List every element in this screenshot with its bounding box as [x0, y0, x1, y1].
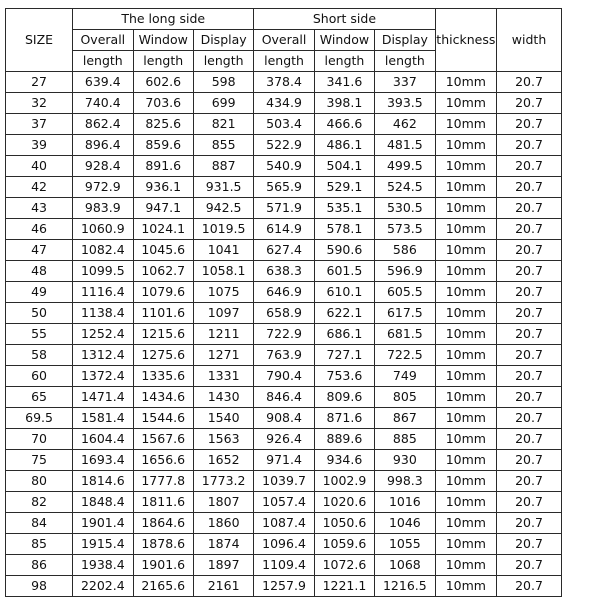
cell-width: 20.7 [497, 471, 562, 492]
cell-long-overall: 639.4 [73, 72, 133, 93]
cell-short-window: 341.6 [314, 72, 374, 93]
cell-long-overall: 1604.4 [73, 429, 133, 450]
cell-thickness: 10mm [435, 72, 497, 93]
cell-long-overall: 1082.4 [73, 240, 133, 261]
cell-short-window: 398.1 [314, 93, 374, 114]
table-row [6, 93, 562, 114]
cell-long-display: 855 [193, 135, 253, 156]
table-row [6, 576, 562, 597]
cell-long-display: 1430 [193, 387, 253, 408]
cell-short-display: 998.3 [375, 471, 435, 492]
cell-short-display: 1216.5 [375, 576, 435, 597]
cell-short-overall: 503.4 [254, 114, 314, 135]
cell-short-display: 524.5 [375, 177, 435, 198]
cell-thickness: 10mm [435, 303, 497, 324]
cell-width: 20.7 [497, 93, 562, 114]
header-short-overall: Overall [254, 30, 314, 51]
table-row [6, 261, 562, 282]
cell-long-overall: 1138.4 [73, 303, 133, 324]
table-row [6, 72, 562, 93]
cell-thickness: 10mm [435, 135, 497, 156]
cell-thickness: 10mm [435, 177, 497, 198]
cell-long-overall: 1312.4 [73, 345, 133, 366]
cell-short-display: 749 [375, 366, 435, 387]
cell-short-overall: 522.9 [254, 135, 314, 156]
cell-long-overall: 1814.6 [73, 471, 133, 492]
cell-short-window: 727.1 [314, 345, 374, 366]
cell-long-window: 1864.6 [133, 513, 193, 534]
header-long-window: Window [133, 30, 193, 51]
cell-short-window: 535.1 [314, 198, 374, 219]
cell-size: 84 [6, 513, 73, 534]
cell-long-display: 821 [193, 114, 253, 135]
cell-long-display: 1019.5 [193, 219, 253, 240]
cell-long-display: 1874 [193, 534, 253, 555]
table-row [6, 219, 562, 240]
cell-long-overall: 1581.4 [73, 408, 133, 429]
cell-short-window: 871.6 [314, 408, 374, 429]
cell-short-display: 1016 [375, 492, 435, 513]
cell-thickness: 10mm [435, 471, 497, 492]
cell-short-overall: 722.9 [254, 324, 314, 345]
cell-long-display: 1540 [193, 408, 253, 429]
cell-size: 82 [6, 492, 73, 513]
header-long-display: Display [193, 30, 253, 51]
table-row [6, 114, 562, 135]
table-row [6, 198, 562, 219]
cell-long-overall: 1060.9 [73, 219, 133, 240]
header-short-side: Short side [254, 9, 435, 30]
cell-short-display: 573.5 [375, 219, 435, 240]
cell-thickness: 10mm [435, 261, 497, 282]
cell-short-display: 337 [375, 72, 435, 93]
cell-short-window: 1059.6 [314, 534, 374, 555]
cell-size: 65 [6, 387, 73, 408]
cell-short-overall: 926.4 [254, 429, 314, 450]
cell-long-overall: 1915.4 [73, 534, 133, 555]
cell-width: 20.7 [497, 492, 562, 513]
table-row [6, 324, 562, 345]
cell-short-window: 1072.6 [314, 555, 374, 576]
cell-size: 80 [6, 471, 73, 492]
cell-size: 48 [6, 261, 73, 282]
cell-size: 42 [6, 177, 73, 198]
cell-long-overall: 1116.4 [73, 282, 133, 303]
cell-size: 69.5 [6, 408, 73, 429]
cell-width: 20.7 [497, 345, 562, 366]
cell-short-window: 753.6 [314, 366, 374, 387]
cell-short-window: 578.1 [314, 219, 374, 240]
cell-long-window: 1275.6 [133, 345, 193, 366]
cell-short-display: 530.5 [375, 198, 435, 219]
cell-long-overall: 896.4 [73, 135, 133, 156]
header-long-overall-length: length [73, 51, 133, 72]
header-short-window: Window [314, 30, 374, 51]
cell-size: 86 [6, 555, 73, 576]
cell-width: 20.7 [497, 156, 562, 177]
cell-short-window: 1002.9 [314, 471, 374, 492]
cell-short-display: 681.5 [375, 324, 435, 345]
cell-size: 39 [6, 135, 73, 156]
cell-long-display: 1058.1 [193, 261, 253, 282]
cell-long-overall: 740.4 [73, 93, 133, 114]
cell-long-display: 1211 [193, 324, 253, 345]
cell-thickness: 10mm [435, 219, 497, 240]
cell-short-window: 590.6 [314, 240, 374, 261]
cell-short-display: 1055 [375, 534, 435, 555]
cell-long-display: 1331 [193, 366, 253, 387]
cell-size: 75 [6, 450, 73, 471]
cell-long-display: 1271 [193, 345, 253, 366]
header-long-display-length: length [193, 51, 253, 72]
table-row [6, 408, 562, 429]
cell-long-display: 1041 [193, 240, 253, 261]
cell-long-display: 1897 [193, 555, 253, 576]
cell-long-overall: 862.4 [73, 114, 133, 135]
cell-long-overall: 1901.4 [73, 513, 133, 534]
cell-short-overall: 540.9 [254, 156, 314, 177]
header-thickness: thickness [435, 9, 497, 72]
cell-short-window: 466.6 [314, 114, 374, 135]
cell-width: 20.7 [497, 513, 562, 534]
cell-short-overall: 1039.7 [254, 471, 314, 492]
cell-width: 20.7 [497, 387, 562, 408]
cell-short-display: 596.9 [375, 261, 435, 282]
cell-short-overall: 1087.4 [254, 513, 314, 534]
cell-long-window: 602.6 [133, 72, 193, 93]
cell-thickness: 10mm [435, 408, 497, 429]
cell-short-window: 1020.6 [314, 492, 374, 513]
cell-short-display: 1068 [375, 555, 435, 576]
cell-short-overall: 971.4 [254, 450, 314, 471]
cell-long-window: 1777.8 [133, 471, 193, 492]
cell-short-overall: 1109.4 [254, 555, 314, 576]
cell-short-overall: 434.9 [254, 93, 314, 114]
cell-long-window: 1045.6 [133, 240, 193, 261]
cell-thickness: 10mm [435, 198, 497, 219]
cell-width: 20.7 [497, 366, 562, 387]
cell-short-overall: 565.9 [254, 177, 314, 198]
cell-long-window: 1101.6 [133, 303, 193, 324]
cell-size: 98 [6, 576, 73, 597]
cell-long-window: 1434.6 [133, 387, 193, 408]
cell-thickness: 10mm [435, 114, 497, 135]
cell-width: 20.7 [497, 576, 562, 597]
cell-thickness: 10mm [435, 429, 497, 450]
table-row [6, 534, 562, 555]
cell-size: 49 [6, 282, 73, 303]
cell-short-overall: 908.4 [254, 408, 314, 429]
cell-short-display: 930 [375, 450, 435, 471]
table-row [6, 429, 562, 450]
cell-short-overall: 1057.4 [254, 492, 314, 513]
header-short-display-length: length [375, 51, 435, 72]
cell-width: 20.7 [497, 408, 562, 429]
cell-short-overall: 378.4 [254, 72, 314, 93]
cell-long-window: 1215.6 [133, 324, 193, 345]
cell-long-overall: 1471.4 [73, 387, 133, 408]
header-short-overall-length: length [254, 51, 314, 72]
cell-short-overall: 614.9 [254, 219, 314, 240]
cell-long-overall: 928.4 [73, 156, 133, 177]
cell-long-display: 1652 [193, 450, 253, 471]
cell-thickness: 10mm [435, 492, 497, 513]
cell-size: 37 [6, 114, 73, 135]
header-row-1 [6, 9, 562, 30]
table-row [6, 555, 562, 576]
cell-short-overall: 571.9 [254, 198, 314, 219]
cell-size: 40 [6, 156, 73, 177]
cell-long-display: 1563 [193, 429, 253, 450]
cell-long-window: 703.6 [133, 93, 193, 114]
cell-long-window: 1079.6 [133, 282, 193, 303]
cell-size: 46 [6, 219, 73, 240]
cell-width: 20.7 [497, 135, 562, 156]
table-row [6, 345, 562, 366]
cell-short-overall: 638.3 [254, 261, 314, 282]
table-row [6, 366, 562, 387]
header-size: SIZE [6, 9, 73, 72]
header-long-overall: Overall [73, 30, 133, 51]
cell-short-display: 393.5 [375, 93, 435, 114]
cell-short-window: 1221.1 [314, 576, 374, 597]
table-row [6, 303, 562, 324]
cell-short-overall: 627.4 [254, 240, 314, 261]
cell-long-display: 1773.2 [193, 471, 253, 492]
cell-short-display: 867 [375, 408, 435, 429]
cell-thickness: 10mm [435, 576, 497, 597]
cell-width: 20.7 [497, 177, 562, 198]
table-body [6, 72, 562, 597]
cell-long-window: 2165.6 [133, 576, 193, 597]
table-row [6, 135, 562, 156]
cell-width: 20.7 [497, 240, 562, 261]
cell-long-window: 891.6 [133, 156, 193, 177]
cell-width: 20.7 [497, 198, 562, 219]
cell-short-overall: 1096.4 [254, 534, 314, 555]
cell-thickness: 10mm [435, 555, 497, 576]
cell-thickness: 10mm [435, 324, 497, 345]
cell-thickness: 10mm [435, 513, 497, 534]
cell-short-display: 1046 [375, 513, 435, 534]
cell-long-display: 1807 [193, 492, 253, 513]
cell-thickness: 10mm [435, 387, 497, 408]
cell-short-overall: 846.4 [254, 387, 314, 408]
cell-width: 20.7 [497, 429, 562, 450]
cell-short-display: 481.5 [375, 135, 435, 156]
table-row [6, 177, 562, 198]
cell-long-window: 947.1 [133, 198, 193, 219]
cell-long-overall: 1848.4 [73, 492, 133, 513]
cell-size: 55 [6, 324, 73, 345]
cell-long-display: 699 [193, 93, 253, 114]
cell-long-overall: 1252.4 [73, 324, 133, 345]
table-row [6, 471, 562, 492]
cell-width: 20.7 [497, 72, 562, 93]
cell-long-window: 1544.6 [133, 408, 193, 429]
cell-short-display: 617.5 [375, 303, 435, 324]
cell-short-window: 934.6 [314, 450, 374, 471]
header-long-window-length: length [133, 51, 193, 72]
cell-short-display: 722.5 [375, 345, 435, 366]
cell-thickness: 10mm [435, 93, 497, 114]
cell-long-window: 1811.6 [133, 492, 193, 513]
cell-short-window: 1050.6 [314, 513, 374, 534]
cell-long-display: 598 [193, 72, 253, 93]
cell-size: 58 [6, 345, 73, 366]
cell-width: 20.7 [497, 555, 562, 576]
cell-thickness: 10mm [435, 366, 497, 387]
cell-thickness: 10mm [435, 282, 497, 303]
cell-thickness: 10mm [435, 450, 497, 471]
cell-long-overall: 1938.4 [73, 555, 133, 576]
cell-long-window: 1656.6 [133, 450, 193, 471]
cell-long-window: 1878.6 [133, 534, 193, 555]
table-row [6, 282, 562, 303]
table-row [6, 387, 562, 408]
cell-short-window: 486.1 [314, 135, 374, 156]
cell-long-overall: 1372.4 [73, 366, 133, 387]
cell-long-window: 1335.6 [133, 366, 193, 387]
cell-width: 20.7 [497, 114, 562, 135]
cell-short-display: 805 [375, 387, 435, 408]
table-row [6, 240, 562, 261]
cell-width: 20.7 [497, 282, 562, 303]
cell-size: 27 [6, 72, 73, 93]
cell-short-overall: 763.9 [254, 345, 314, 366]
cell-long-overall: 2202.4 [73, 576, 133, 597]
cell-short-display: 586 [375, 240, 435, 261]
cell-long-window: 825.6 [133, 114, 193, 135]
table-row [6, 492, 562, 513]
cell-thickness: 10mm [435, 345, 497, 366]
header-width: width [497, 9, 562, 72]
cell-short-window: 601.5 [314, 261, 374, 282]
cell-thickness: 10mm [435, 156, 497, 177]
cell-short-overall: 646.9 [254, 282, 314, 303]
cell-long-display: 1097 [193, 303, 253, 324]
cell-long-display: 1860 [193, 513, 253, 534]
cell-short-overall: 1257.9 [254, 576, 314, 597]
cell-width: 20.7 [497, 261, 562, 282]
cell-width: 20.7 [497, 219, 562, 240]
cell-long-window: 859.6 [133, 135, 193, 156]
cell-long-display: 931.5 [193, 177, 253, 198]
table-row [6, 450, 562, 471]
cell-long-overall: 1693.4 [73, 450, 133, 471]
cell-long-window: 1567.6 [133, 429, 193, 450]
cell-long-window: 1024.1 [133, 219, 193, 240]
cell-size: 32 [6, 93, 73, 114]
cell-long-overall: 1099.5 [73, 261, 133, 282]
header-long-side: The long side [73, 9, 254, 30]
cell-width: 20.7 [497, 303, 562, 324]
size-table [5, 8, 562, 597]
cell-long-display: 887 [193, 156, 253, 177]
cell-size: 43 [6, 198, 73, 219]
cell-short-display: 462 [375, 114, 435, 135]
cell-long-display: 2161 [193, 576, 253, 597]
cell-long-window: 1062.7 [133, 261, 193, 282]
cell-long-overall: 972.9 [73, 177, 133, 198]
cell-size: 70 [6, 429, 73, 450]
cell-size: 60 [6, 366, 73, 387]
cell-width: 20.7 [497, 450, 562, 471]
cell-short-overall: 658.9 [254, 303, 314, 324]
cell-thickness: 10mm [435, 240, 497, 261]
cell-size: 47 [6, 240, 73, 261]
cell-short-display: 885 [375, 429, 435, 450]
table-row [6, 513, 562, 534]
cell-short-display: 499.5 [375, 156, 435, 177]
cell-long-display: 942.5 [193, 198, 253, 219]
table-row [6, 156, 562, 177]
header-short-display: Display [375, 30, 435, 51]
cell-width: 20.7 [497, 534, 562, 555]
table-header [6, 9, 562, 72]
cell-short-window: 529.1 [314, 177, 374, 198]
cell-long-window: 936.1 [133, 177, 193, 198]
cell-short-window: 686.1 [314, 324, 374, 345]
cell-short-overall: 790.4 [254, 366, 314, 387]
cell-short-window: 889.6 [314, 429, 374, 450]
cell-long-display: 1075 [193, 282, 253, 303]
cell-short-window: 610.1 [314, 282, 374, 303]
cell-size: 50 [6, 303, 73, 324]
cell-size: 85 [6, 534, 73, 555]
cell-short-window: 622.1 [314, 303, 374, 324]
cell-short-display: 605.5 [375, 282, 435, 303]
cell-thickness: 10mm [435, 534, 497, 555]
cell-short-window: 809.6 [314, 387, 374, 408]
cell-long-overall: 983.9 [73, 198, 133, 219]
cell-width: 20.7 [497, 324, 562, 345]
cell-long-window: 1901.6 [133, 555, 193, 576]
cell-short-window: 504.1 [314, 156, 374, 177]
header-short-window-length: length [314, 51, 374, 72]
